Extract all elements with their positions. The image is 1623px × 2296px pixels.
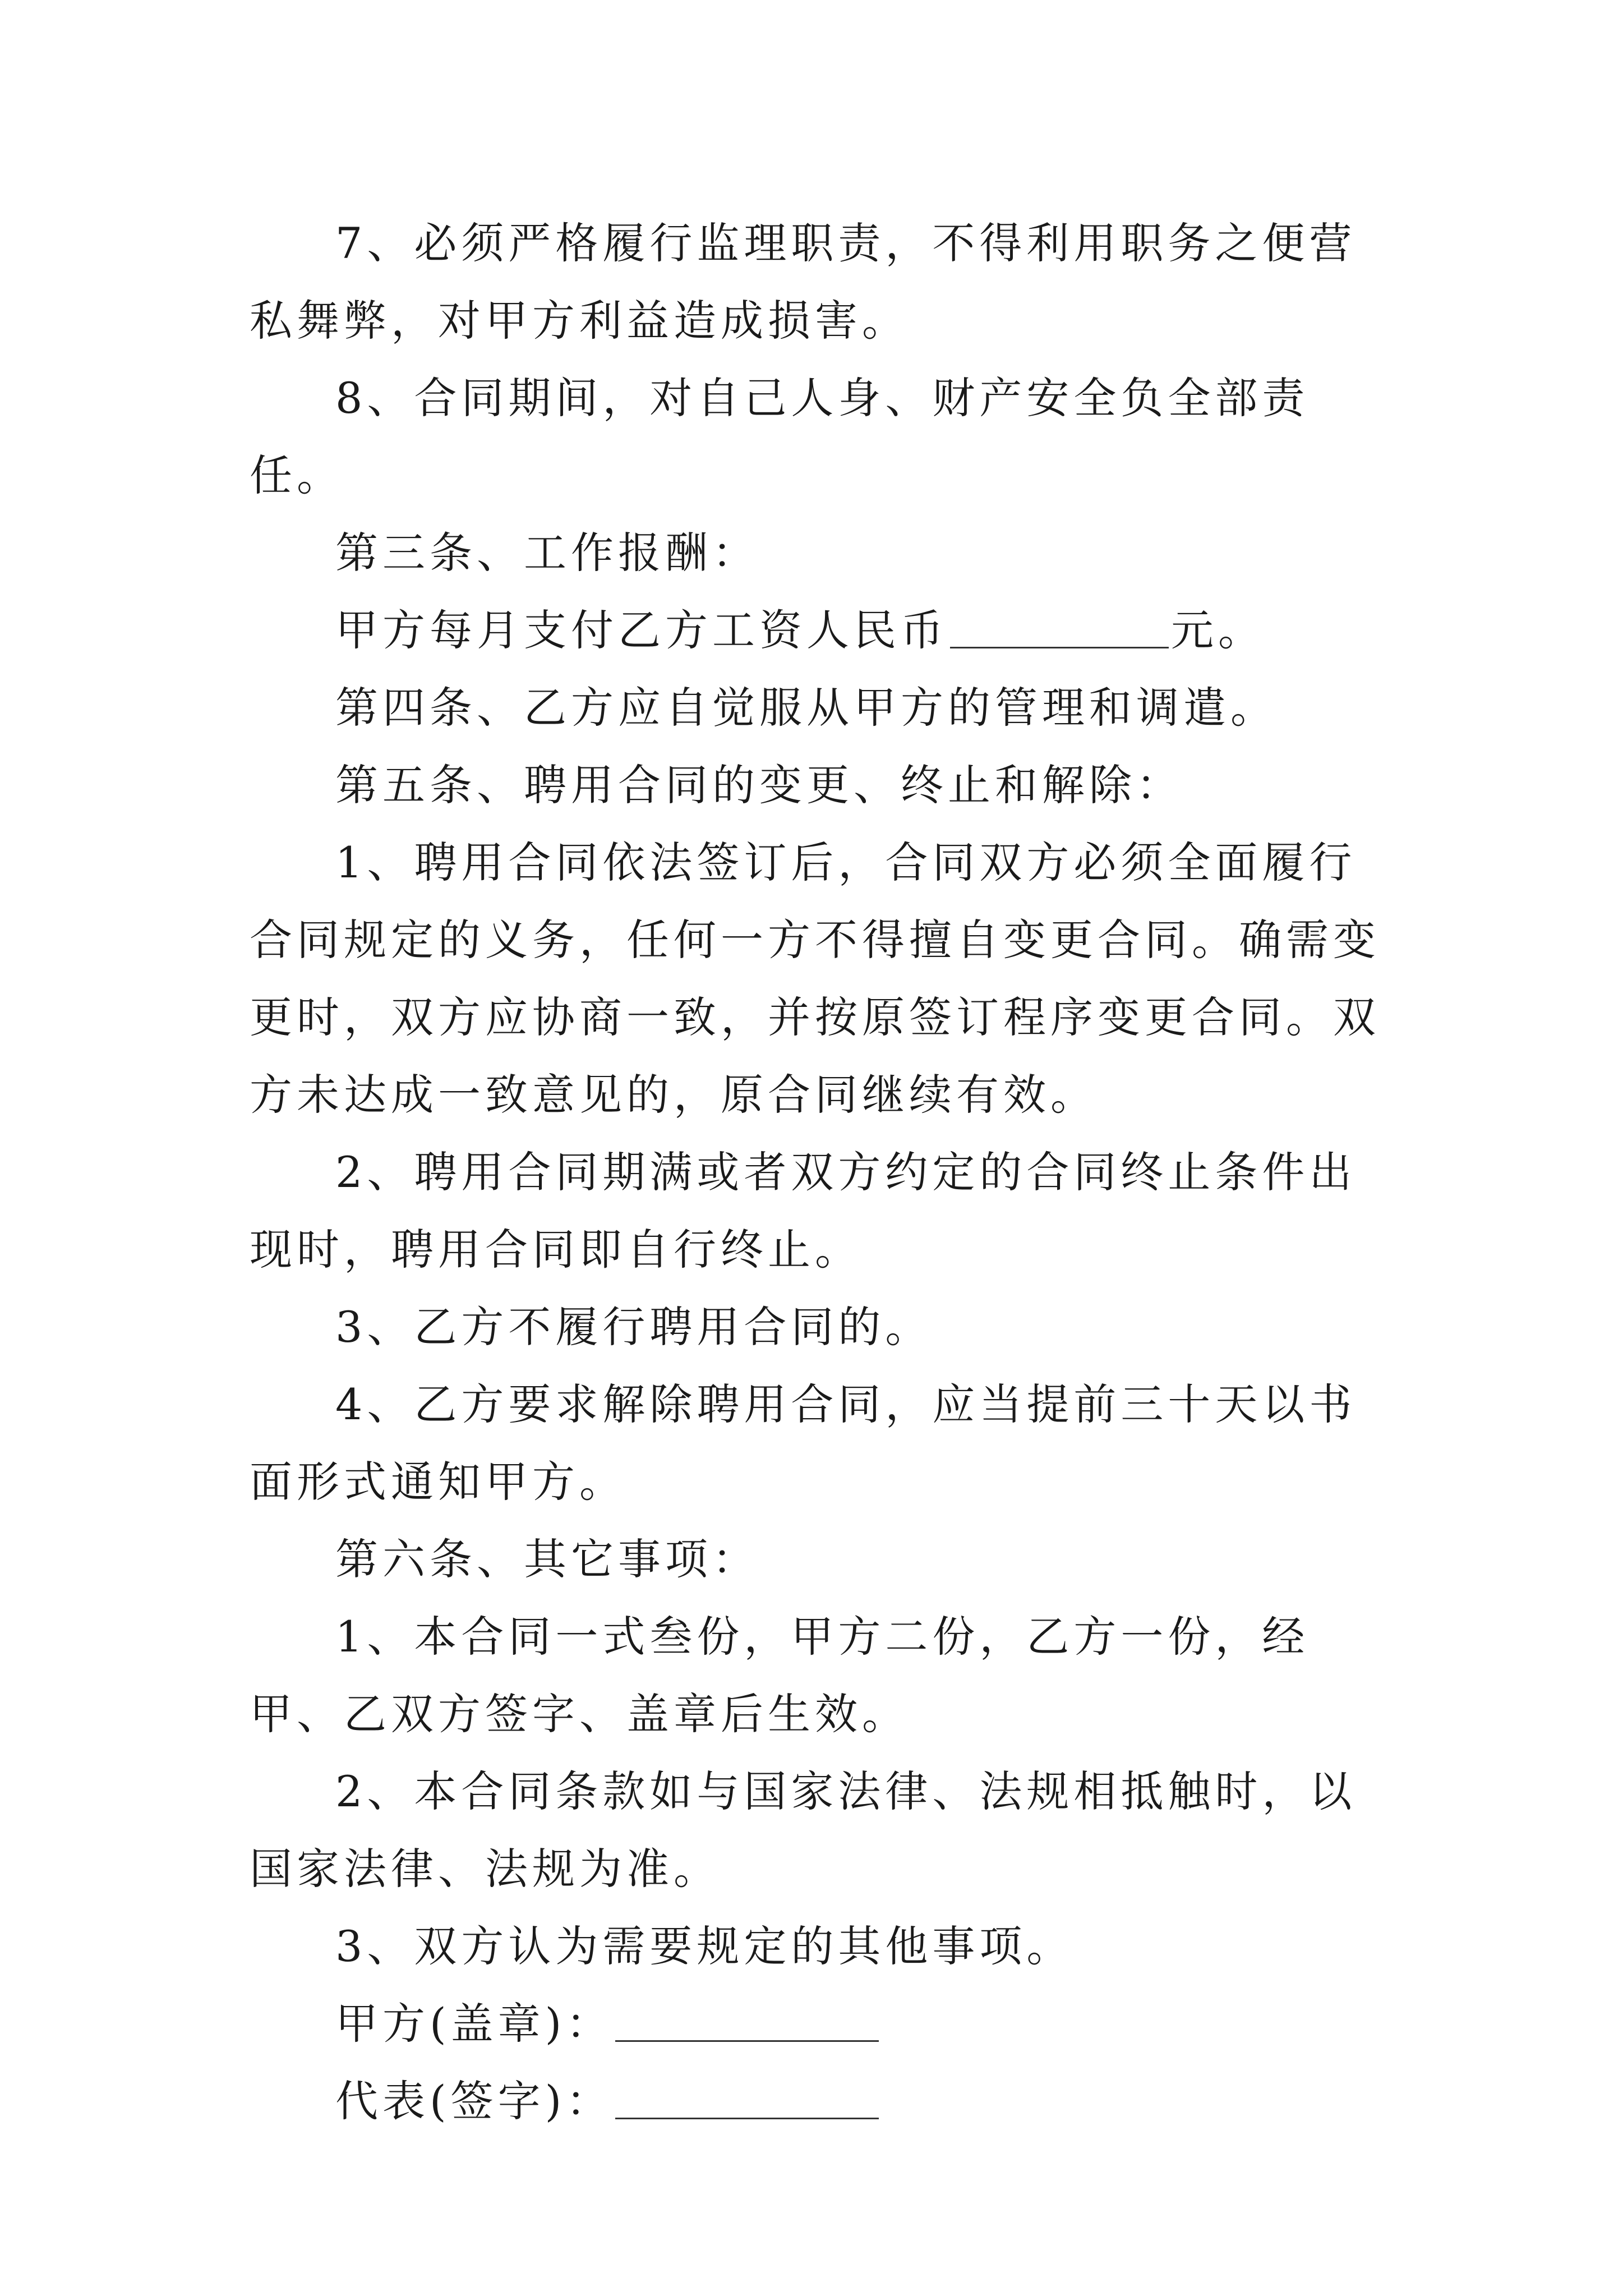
- clause-8-safety: 8、合同期间，对自己人身、财产安全负全部责任。: [250, 373, 1310, 500]
- salary-text: 甲方每月支付乙方工资人民币: [335, 605, 948, 655]
- contract-body: [250, 205, 1382, 2140]
- party-a-seal-blank: [615, 2004, 879, 2042]
- article-6-item-2: 2、本合同条款如与国家法律、法规相抵触时，以国家法律、法规为准。: [250, 1766, 1357, 1894]
- article-5-item-1: 1、聘用合同依法签订后，合同双方必须全面履行合同规定的义务，任何一方不得擅自变更合同。确需变更时，双方应协商一致，并按原签订程序变更合同。双方未达成一致意见的，原合同继续有效。: [250, 838, 1380, 1120]
- article-5-item-4: 4、乙方要求解除聘用合同，应当提前三十天以书面形式通知甲方。: [250, 1379, 1357, 1507]
- article-5-item-3: 3、乙方不履行聘用合同的。: [335, 1302, 933, 1352]
- article-3-heading: 第三条、工作报酬：: [335, 528, 759, 578]
- salary-unit: 元。: [1171, 605, 1265, 655]
- salary-amount-blank: [950, 611, 1169, 648]
- party-a-seal-label: 甲方(盖章)：: [335, 1999, 614, 2049]
- clause-7-supervision: 7、必须严格履行监理职责，不得利用职务之便营私舞弊，对甲方利益造成损害。: [250, 218, 1357, 346]
- representative-sign-blank: [615, 2082, 879, 2119]
- party-a-seal-line: [250, 1985, 1382, 2063]
- article-5-item-2: 2、聘用合同期满或者双方约定的合同终止条件出现时，聘用合同即自行终止。: [250, 1147, 1357, 1274]
- representative-sign-label: 代表(签字)：: [335, 2076, 614, 2126]
- article-6-item-3: 3、双方认为需要规定的其他事项。: [335, 1921, 1074, 1971]
- article-6-heading: 第六条、其它事项：: [335, 1534, 759, 1584]
- article-6-item-1: 1、本合同一式叁份，甲方二份，乙方一份，经甲、乙双方签字、盖章后生效。: [250, 1612, 1310, 1739]
- article-5-heading: 第五条、聘用合同的变更、终止和解除：: [335, 760, 1183, 810]
- salary-line: [250, 592, 1382, 669]
- representative-sign-line: [250, 2063, 1382, 2140]
- article-4: 第四条、乙方应自觉服从甲方的管理和调遣。: [335, 683, 1278, 733]
